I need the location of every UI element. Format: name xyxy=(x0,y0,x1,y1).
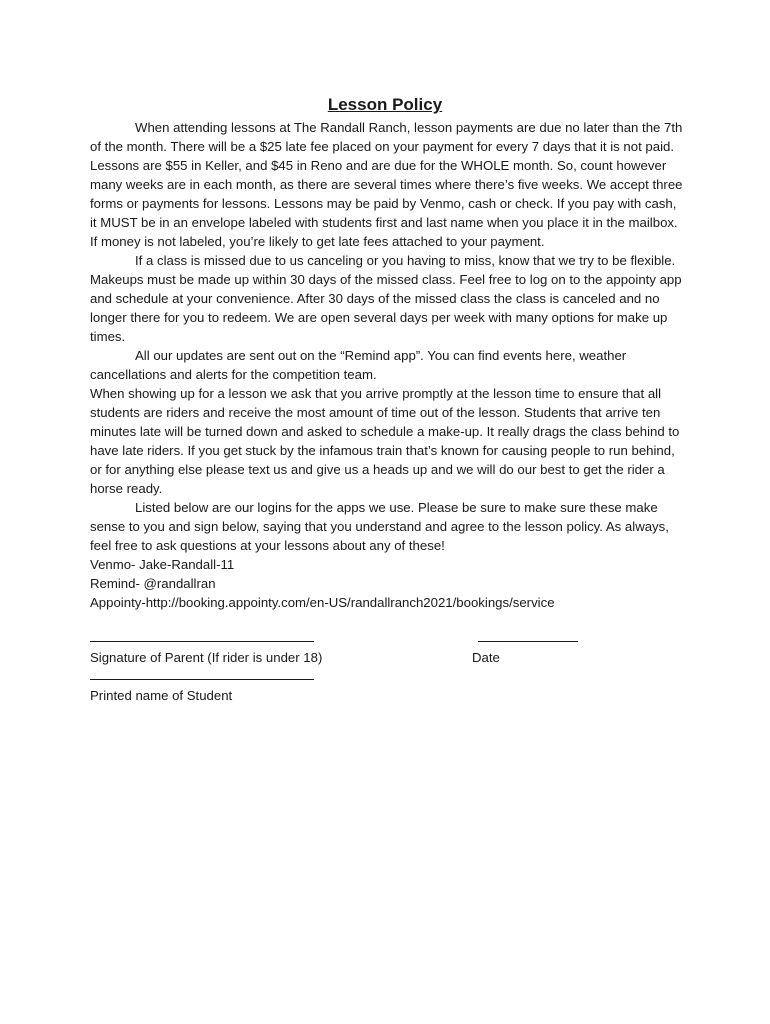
student-name-label: Printed name of Student xyxy=(90,688,233,703)
paragraph-arrival: When showing up for a lesson we ask that you arrive promptly at the lesson time to ensure that all students are riders and receive the most amount of time out of the lesson. Students that arrive ten minutes late will be turned down and asked to schedule a make-up. It really drags the class behind to have late riders. If you get stuck by the infamous train that’s known for causing people to run behind, or for anything else please text us and give us a heads up and we will do our best to get the rider a horse ready. xyxy=(90,386,680,496)
student-label-row xyxy=(90,686,686,705)
parent-signature-line[interactable] xyxy=(90,641,314,642)
page-title: Lesson Policy xyxy=(327,95,443,114)
signature-lines-row xyxy=(90,629,686,648)
policy-body xyxy=(90,118,686,612)
date-line[interactable] xyxy=(478,641,578,642)
paragraph-logins: Listed below are our logins for the apps we use. Please be sure to make sure these make sense to you and sign below, saying that you understand and agree to the lesson policy. As always, feel free to ask questions at your lessons about any of these! xyxy=(90,500,669,553)
login-appointy: Appointy-http://booking.appointy.com/en-US/randallranch2021/bookings/service xyxy=(90,595,555,610)
paragraph-makeups: If a class is missed due to us canceling or you having to miss, know that we try to be flexible. Makeups must be made up within 30 days of the missed class. Feel free to log on to the appointy app and schedule at your convenience. After 30 days of the missed class the class is canceled and no longer there for you to redeem. We are open several days per week with many options for make up times. xyxy=(90,253,682,344)
signature-labels-row xyxy=(90,648,686,667)
parent-signature-label: Signature of Parent (If rider is under 18) xyxy=(90,650,323,665)
signature-block xyxy=(90,629,686,705)
student-name-line[interactable] xyxy=(90,679,314,680)
paragraph-updates: All our updates are sent out on the “Remind app”. You can find events here, weather cancellations and alerts for the competition team. xyxy=(90,348,627,382)
date-label: Date xyxy=(472,650,500,665)
login-venmo: Venmo- Jake-Randall-11 xyxy=(90,557,235,572)
student-line-row xyxy=(90,667,686,686)
login-remind: Remind- @randallran xyxy=(90,576,216,591)
paragraph-payments: When attending lessons at The Randall Ranch, lesson payments are due no later than the 7th of the month. There will be a $25 late fee placed on your payment for every 7 days that it is not paid. Lessons are $55 in Keller, and $45 in Reno and are due for the WHOLE month. So, count however many weeks are in each month, as there are several times where there’s five weeks. We accept three forms or payments for lessons. Lessons may be paid by Venmo, cash or check. If you pay with cash, it MUST be in an envelope labeled with students first and last name when you place it in the mailbox. If money is not labeled, you’re likely to get late fees attached to your payment. xyxy=(90,120,683,249)
